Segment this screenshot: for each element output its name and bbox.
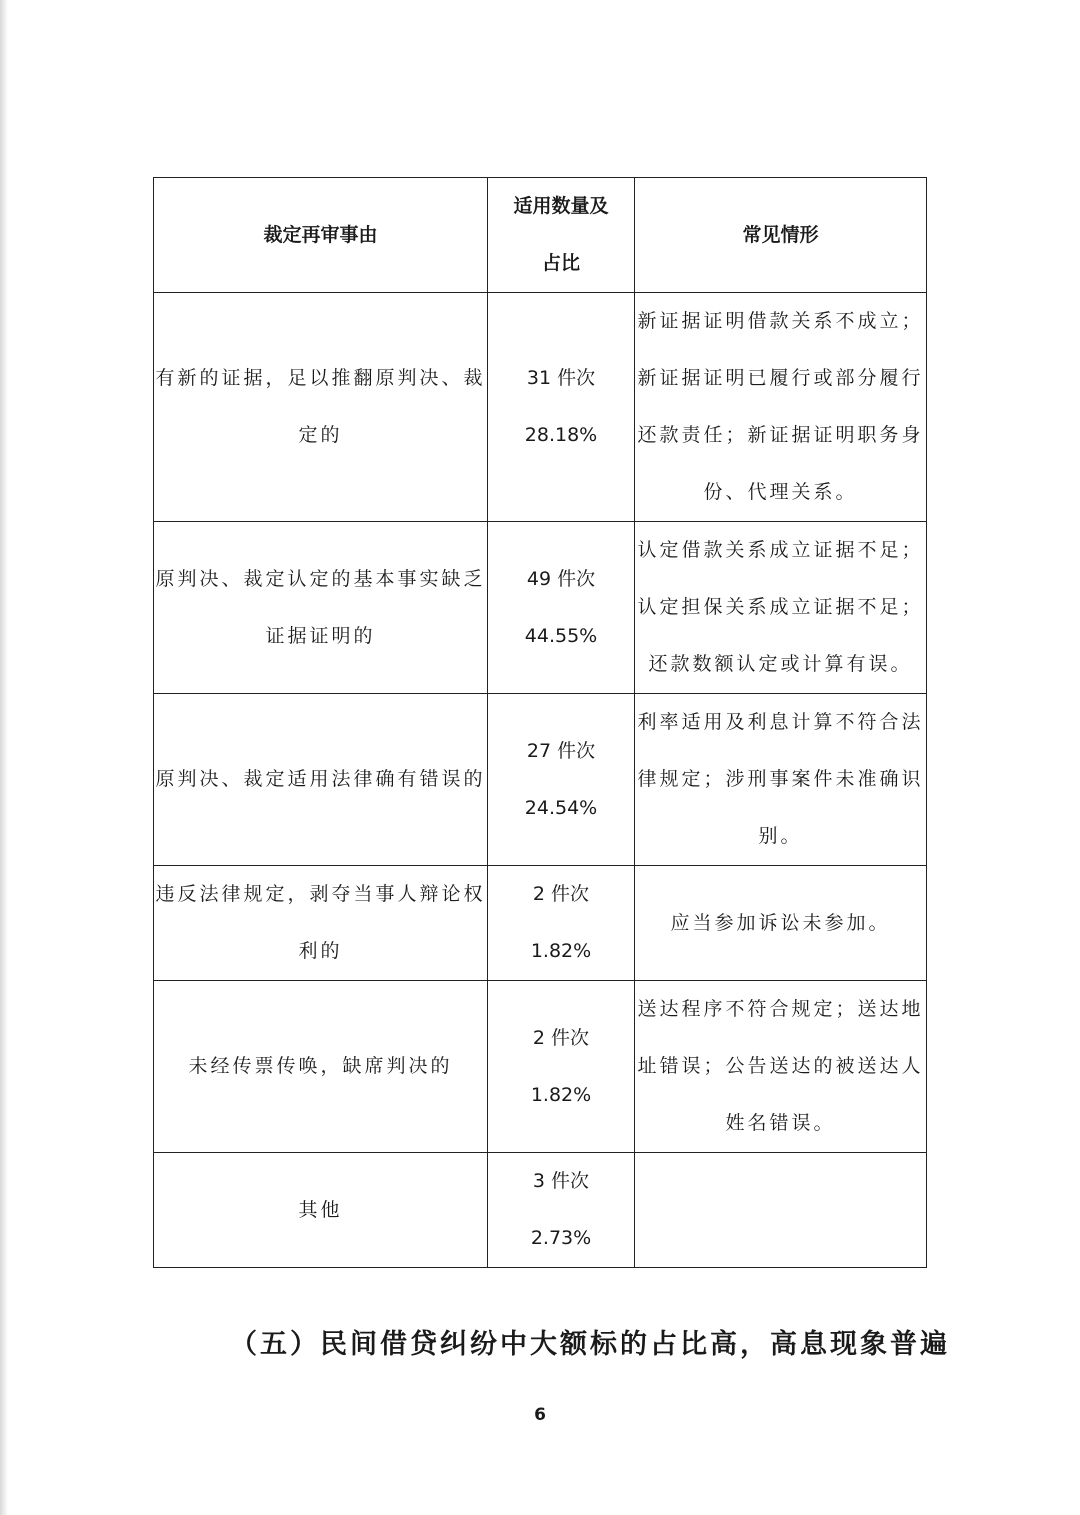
row-percent: 24.54% bbox=[524, 796, 598, 819]
table-row bbox=[154, 522, 927, 694]
page-number: 6 bbox=[534, 1405, 546, 1425]
header-count-line1: 适用数量及 bbox=[513, 195, 609, 217]
row-cases bbox=[635, 1153, 927, 1268]
row-reason: 原判决、裁定认定的基本事实缺乏证据证明的 bbox=[154, 522, 488, 694]
section-heading: （五）民间借贷纠纷中大额标的占比高，高息现象普遍 bbox=[230, 1329, 950, 1360]
row-count: 2 件次 bbox=[532, 1026, 590, 1049]
row-percent: 1.82% bbox=[530, 1083, 592, 1106]
row-percent: 2.73% bbox=[530, 1227, 592, 1249]
header-count-line2: 占比 bbox=[541, 252, 580, 274]
row-count: 27 件次 bbox=[526, 739, 596, 762]
row-stat bbox=[488, 866, 635, 981]
row-cases: 应当参加诉讼未参加。 bbox=[635, 866, 927, 981]
table-row bbox=[154, 293, 927, 522]
row-count: 49 件次 bbox=[526, 567, 596, 590]
row-reason: 其他 bbox=[154, 1153, 488, 1268]
table-row bbox=[154, 981, 927, 1153]
row-reason: 违反法律规定，剥夺当事人辩论权利的 bbox=[154, 866, 488, 981]
page-edge-shadow bbox=[0, 0, 8, 1515]
row-stat bbox=[488, 1153, 635, 1268]
table-row bbox=[154, 866, 927, 981]
header-cases: 常见情形 bbox=[635, 178, 927, 293]
row-cases: 送达程序不符合规定；送达地址错误；公告送达的被送达人姓名错误。 bbox=[635, 981, 927, 1153]
retrial-reasons-table bbox=[153, 177, 927, 1268]
header-count bbox=[488, 178, 635, 293]
table-row bbox=[154, 694, 927, 866]
row-reason: 未经传票传唤，缺席判决的 bbox=[154, 981, 488, 1153]
row-cases: 新证据证明借款关系不成立；新证据证明已履行或部分履行还款责任；新证据证明职务身份、代理关系。 bbox=[635, 293, 927, 522]
row-stat bbox=[488, 694, 635, 866]
row-count: 2 件次 bbox=[532, 883, 590, 905]
row-percent: 44.55% bbox=[524, 624, 598, 647]
row-cases: 认定借款关系成立证据不足；认定担保关系成立证据不足；还款数额认定或计算有误。 bbox=[635, 522, 927, 694]
row-reason: 原判决、裁定适用法律确有错误的 bbox=[154, 694, 488, 866]
row-stat bbox=[488, 522, 635, 694]
table-row bbox=[154, 1153, 927, 1268]
table-header-row bbox=[154, 178, 927, 293]
row-percent: 1.82% bbox=[530, 940, 592, 962]
row-stat bbox=[488, 981, 635, 1153]
row-stat bbox=[488, 293, 635, 522]
row-cases: 利率适用及利息计算不符合法律规定；涉刑事案件未准确识别。 bbox=[635, 694, 927, 866]
row-count: 3 件次 bbox=[532, 1170, 590, 1192]
row-percent: 28.18% bbox=[524, 424, 598, 446]
row-reason: 有新的证据，足以推翻原判决、裁定的 bbox=[154, 293, 488, 522]
row-count: 31 件次 bbox=[526, 367, 596, 389]
header-reason: 裁定再审事由 bbox=[154, 178, 488, 293]
